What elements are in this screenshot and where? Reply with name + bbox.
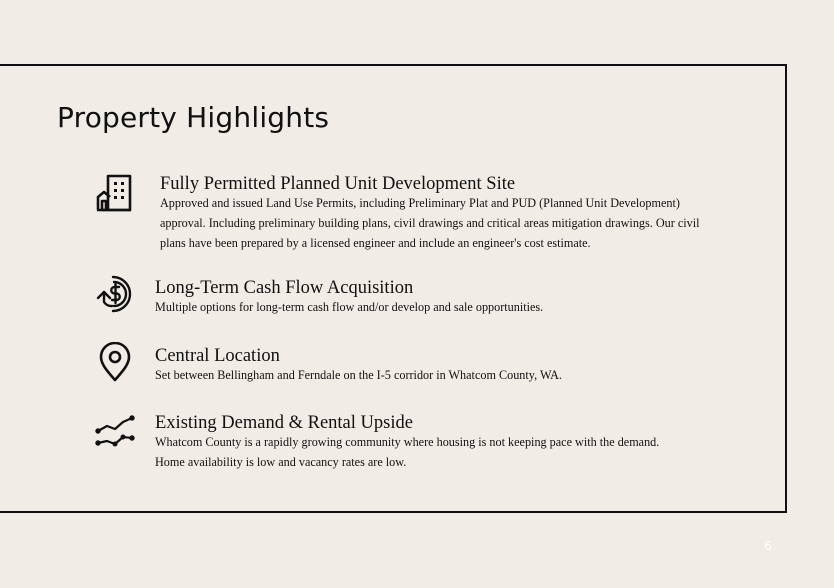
highlight-description: Approved and issued Land Use Permits, including Preliminary Plat and PUD (Planned Unit Development) approval. Including preliminary building plans, civil drawings and critical areas mitigation drawings. Our civil plans have been prepared by a licensed engineer and include an engineer's cost estimate. [160, 196, 700, 250]
highlight-heading: Long-Term Cash Flow Acquisition [155, 278, 414, 298]
highlight-heading: Existing Demand & Rental Upside [155, 413, 413, 433]
highlight-description: Set between Bellingham and Ferndale on the I-5 corridor in Whatcom County, WA. [155, 368, 562, 382]
highlight-description: Whatcom County is a rapidly growing community where housing is not keeping pace with the demand. Home availability is low and vacancy rates are low. [155, 435, 660, 469]
location-pin-icon [95, 342, 135, 382]
trend-lines-icon [95, 412, 135, 452]
building-icon [95, 173, 135, 213]
page-number: 6 [764, 539, 772, 553]
highlight-heading: Fully Permitted Planned Unit Development Site [160, 174, 516, 194]
cash-flow-icon [95, 274, 135, 314]
highlight-description: Multiple options for long-term cash flow and/or develop and sale opportunities. [155, 300, 544, 314]
highlight-heading: Central Location [155, 346, 280, 366]
page-title: Property Highlights [57, 101, 330, 134]
